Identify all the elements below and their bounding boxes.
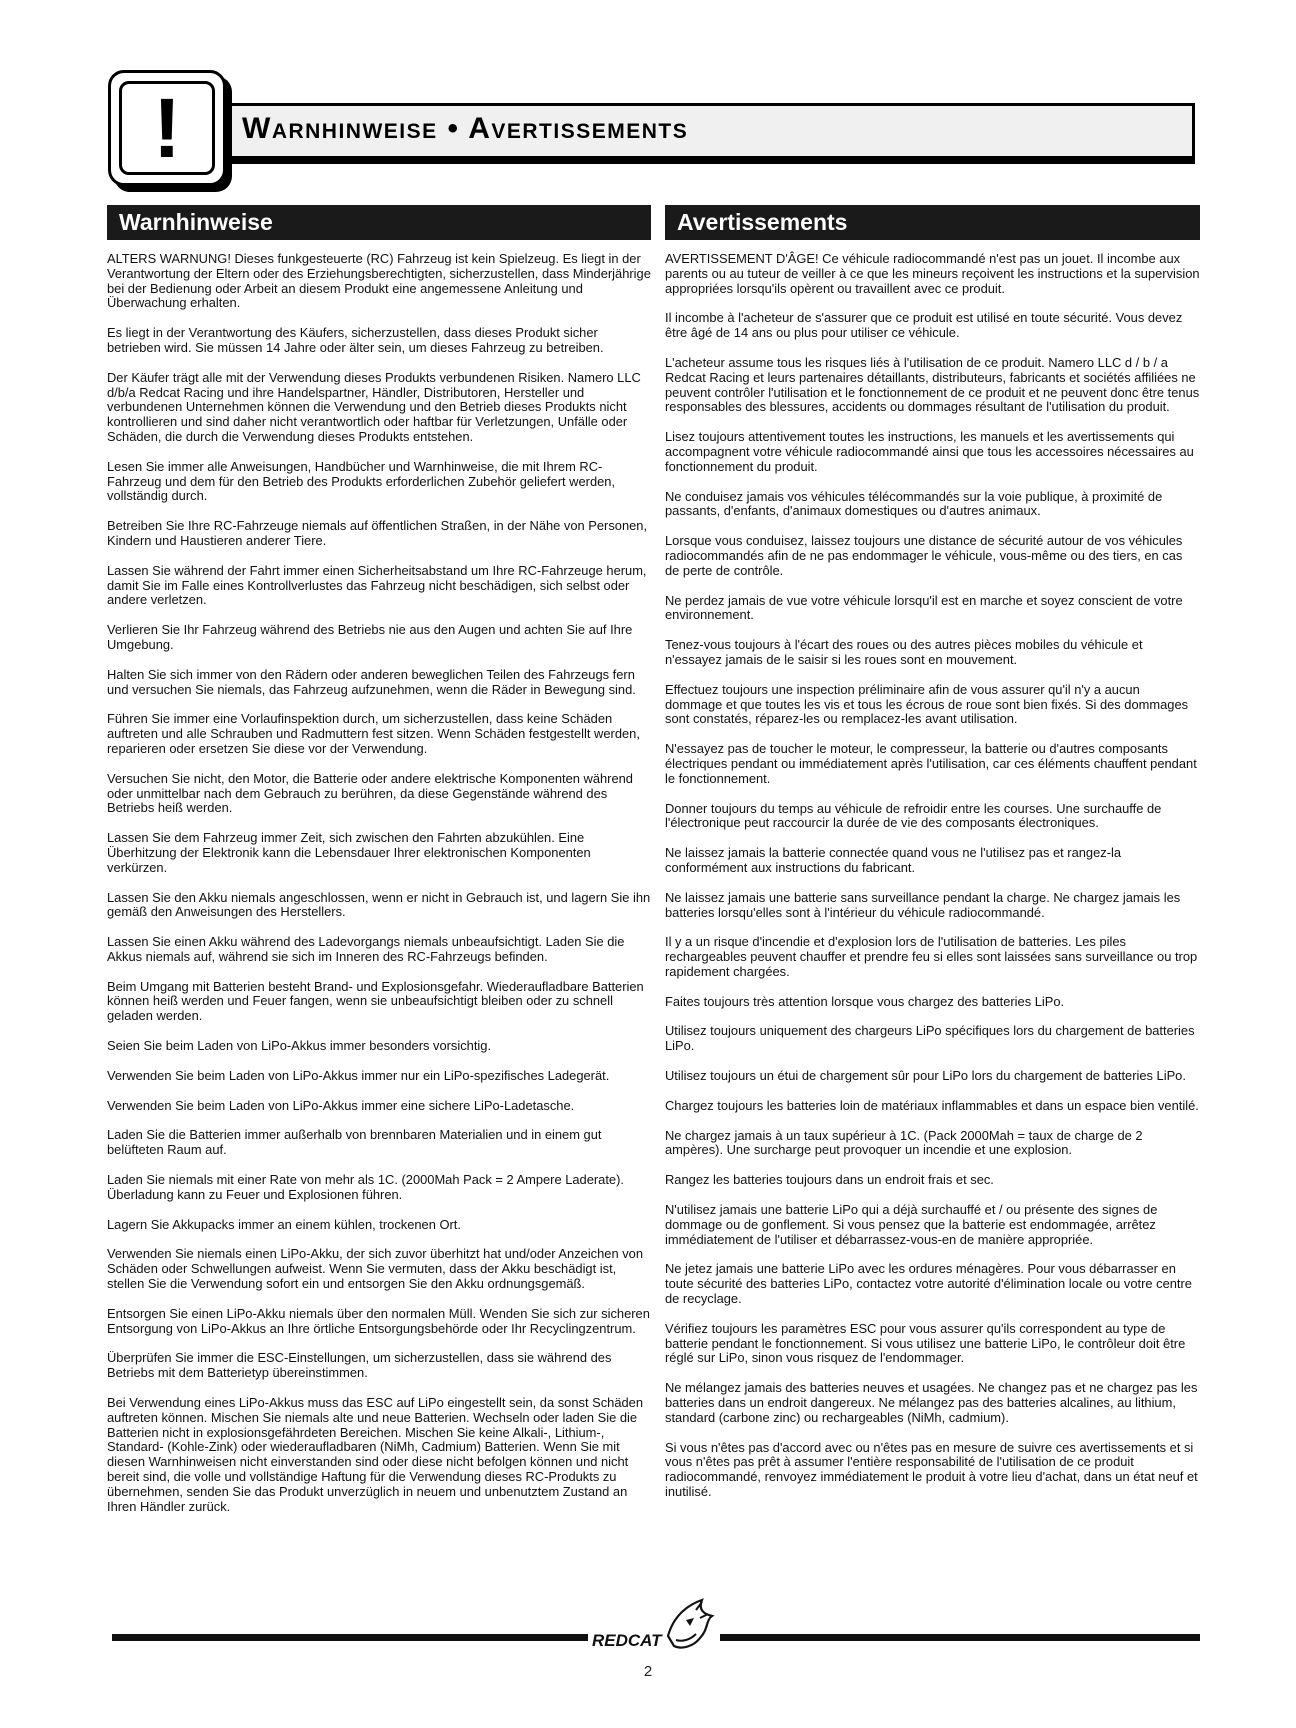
- page-number: 2: [643, 1663, 653, 1680]
- french-warning-paragraph: Utilisez toujours uniquement des chargeurs LiPo spécifiques lors du chargement de batteries LiPo.: [665, 1023, 1195, 1054]
- german-warning-paragraph: Lassen Sie den Akku niemals angeschlossen, wenn er nicht in Gebrauch ist, und lagern Sie ihn gemäß den Anweisungen des Herstellers.: [107, 889, 651, 920]
- french-warning-paragraph: Vérifiez toujours les paramètres ESC pour vous assurer qu'ils correspondent au type de batterie pendant le fonctionnement. Si vous utilisez une batterie LiPo, le contrôleur doit être réglé sur LiPo, sinon vous risquez de l'endommager.: [665, 1320, 1186, 1366]
- french-column: [665, 205, 1200, 1515]
- german-warning-paragraph: Beim Umgang mit Batterien besteht Brand- und Explosionsgefahr. Wiederaufladbare Batterien können heiß werden und Feuer fangen, wenn sie unbeaufsichtigt bleiben oder zu schnell geladen werden.: [107, 978, 644, 1024]
- german-warning-paragraph: Entsorgen Sie einen LiPo-Akku niemals über den normalen Müll. Wenden Sie sich zur sicheren Entsorgung von LiPo-Akkus an Ihre örtliche Entsorgungsbehörde oder Ihr Recyclingzentrum.: [107, 1305, 650, 1336]
- french-warning-paragraph: Il incombe à l'acheteur de s'assurer que ce produit est utilisé en toute sécurité. Vous devez être âgé de 14 ans ou plus pour utiliser ce véhicule.: [665, 310, 1183, 341]
- french-warning-paragraph: Ne chargez jamais à un taux supérieur à 1C. (Pack 2000Mah = taux de charge de 2 ampères). Une surcharge peut provoquer un incendie et une explosion.: [665, 1127, 1143, 1158]
- french-warning-paragraph: Lisez toujours attentivement toutes les instructions, les manuels et les avertissements qui accompagnent votre véhicule radiocommandé ainsi que tous les accessoires nécessaires au fonctionnement du produit.: [665, 429, 1194, 474]
- german-paragraphs: [107, 252, 651, 1514]
- german-warning-paragraph: Bei Verwendung eines LiPo-Akkus muss das ESC auf LiPo eingestellt sein, da sonst Schäden auftreten können. Mischen Sie niemals alte und neue Batterien. Wechseln oder laden Sie die Batterien nicht in explosionsgefährdeten Bereichen. Mischen Sie keine Alkali-, Lithium-, Standard- (Kohle-Zink) oder wiederaufladbaren (NiMh, Cadmium) Batterien. Wenn Sie mit diesen Warnhinweisen nicht einverstanden sind oder diese nicht befolgen können und nicht bereit sind, die volle und vollständige Haftung für die Verwendung dieses RC-Produkts zu übernehmen, senden Sie das Produkt unverzüglich in neuem und unbenutztem Zustand an Ihren Händler zurück.: [107, 1395, 643, 1514]
- french-warning-paragraph: Si vous n'êtes pas d'accord avec ou n'êtes pas en mesure de suivre ces avertissements et si vous n'êtes pas prêt à assumer l'entière responsabilité de l'utilisation de ce produit radiocommandé, renvoyez immédiatement le produit à votre lieu d'achat, dans un état neuf et inutilisé.: [665, 1439, 1198, 1500]
- french-warning-paragraph: L'acheteur assume tous les risques liés à l'utilisation de ce produit. Namero LLC d / b / a Redcat Racing et leurs partenaires détaillants, distributeurs, fabricants et sociétés affiliées ne peuvent contrôler l'utilisation et le fonctionnement de ce produit et ne peuvent donc être tenus responsables des blessures, accidents ou dommages résultant de l'utilisation du produit.: [665, 354, 1200, 415]
- german-warning-paragraph: Lagern Sie Akkupacks immer an einem kühlen, trockenen Ort.: [107, 1216, 461, 1232]
- french-warning-paragraph: Il y a un risque d'incendie et d'explosion lors de l'utilisation de batteries. Les piles rechargeables peuvent chauffer et prendre feu si elles sont laissées sans surveillance ou trop rapidement chargées.: [665, 934, 1198, 979]
- french-warning-paragraph: Ne mélangez jamais des batteries neuves et usagées. Ne changez pas et ne chargez pas les batteries dans un endroit dangereux. Ne mélangez pas des batteries alcalines, au lithium, standard (carbone zinc) ou rechargeables (NiMh, cadmium).: [665, 1380, 1198, 1425]
- logo-text: REDCAT: [592, 1631, 662, 1650]
- french-warning-paragraph: AVERTISSEMENT D'ÂGE! Ce véhicule radiocommandé n'est pas un jouet. Il incombe aux parents ou au tuteur de veiller à ce que les mineurs reçoivent les instructions et la supervision appropriées lorsqu'ils opèrent ou travaillent avec ce produit.: [665, 251, 1200, 296]
- footer-rule-right: [720, 1634, 1200, 1641]
- german-warning-paragraph: Laden Sie die Batterien immer außerhalb von brennbaren Materialien und in einem gut belüfteten Raum auf.: [107, 1127, 602, 1158]
- german-warning-paragraph: Führen Sie immer eine Vorlaufinspektion durch, um sicherzustellen, dass keine Schäden auftreten und alle Schrauben und Radmuttern fest sitzen. Wenn Schäden festgestellt werden, reparieren oder ersetzen Sie diese vor der Verwendung.: [107, 711, 640, 756]
- german-warning-paragraph: Lassen Sie dem Fahrzeug immer Zeit, sich zwischen den Fahrten abzukühlen. Eine Überhitzung der Elektronik kann die Lebensdauer Ihrer elektronischen Komponenten verkürzen.: [107, 830, 591, 875]
- page-footer: [112, 1586, 1200, 1650]
- french-warning-paragraph: Chargez toujours les batteries loin de matériaux inflammables et dans un espace bien ventilé.: [665, 1097, 1199, 1113]
- german-warning-paragraph: Verwenden Sie beim Laden von LiPo-Akkus immer nur ein LiPo-spezifisches Ladegerät.: [107, 1067, 610, 1083]
- french-warning-paragraph: Faites toujours très attention lorsque vous chargez des batteries LiPo.: [665, 993, 1065, 1009]
- header-title-bar: [220, 103, 1195, 159]
- french-warning-paragraph: N'essayez pas de toucher le moteur, le compresseur, la batterie ou d'autres composants électriques pendant ou immédiatement après l'utilisation, car ces éléments chauffent pendant le fonctionnement.: [665, 741, 1197, 786]
- french-heading: Avertissements: [665, 205, 1200, 240]
- german-warning-paragraph: Laden Sie niemals mit einer Rate von mehr als 1C. (2000Mah Pack = 2 Ampere Laderate). Überladung kann zu Feuer und Explosionen führen.: [107, 1172, 624, 1202]
- german-warning-paragraph: Überprüfen Sie immer die ESC-Einstellungen, um sicherzustellen, dass sie während des Betriebs mit dem Batterietyp übereinstimmen.: [107, 1350, 612, 1381]
- page-title: Warnhinweise • Avertissements: [242, 112, 689, 145]
- warning-badge: [108, 70, 226, 186]
- german-warning-paragraph: Lassen Sie einen Akku während des Ladevorgangs niemals unbeaufsichtigt. Laden Sie die Akkus niemals auf, während sie sich im Inneren des RC-Fahrzeugs befinden.: [107, 934, 625, 964]
- french-warning-paragraph: Rangez les batteries toujours dans un endroit frais et sec.: [665, 1172, 994, 1188]
- german-warning-paragraph: Lesen Sie immer alle Anweisungen, Handbücher und Warnhinweise, die mit Ihrem RC-Fahrzeug und dem für den Betrieb des Produkts erforderlichen Zubehör geliefert werden, vollständig durch.: [107, 458, 616, 504]
- german-warning-paragraph: Verlieren Sie Ihr Fahrzeug während des Betriebs nie aus den Augen und achten Sie auf Ihre Umgebung.: [107, 622, 633, 652]
- german-warning-paragraph: Lassen Sie während der Fahrt immer einen Sicherheitsabstand um Ihre RC-Fahrzeuge herum, damit Sie im Falle eines Kontrollverlustes das Fahrzeug nicht beschädigen, sich selbst oder andere verletzen.: [107, 562, 647, 608]
- french-warning-paragraph: Ne conduisez jamais vos véhicules télécommandés sur la voie publique, à proximité de passants, d'enfants, d'animaux domestiques ou d'autres animaux.: [665, 488, 1163, 519]
- footer-rule-left: [112, 1634, 588, 1641]
- german-heading: Warnhinweise: [107, 205, 651, 240]
- german-warning-paragraph: Seien Sie beim Laden von LiPo-Akkus immer besonders vorsichtig.: [107, 1038, 492, 1054]
- french-warning-paragraph: Ne perdez jamais de vue votre véhicule lorsqu'il est en marche et soyez conscient de votre environnement.: [665, 592, 1183, 623]
- page-header: [108, 70, 1200, 186]
- german-warning-paragraph: Betreiben Sie Ihre RC-Fahrzeuge niemals auf öffentlichen Straßen, in der Nähe von Personen, Kindern und Haustieren anderer Tiere.: [107, 518, 648, 548]
- french-warning-paragraph: Ne laissez jamais la batterie connectée quand vous ne l'utilisez pas et rangez-la conformément aux instructions du fabricant.: [665, 845, 1122, 875]
- exclamation-icon: !: [153, 81, 181, 175]
- french-warning-paragraph: Ne jetez jamais une batterie LiPo avec les ordures ménagères. Pour vous débarrasser en toute sécurité des batteries LiPo, contactez votre autorité d'élimination locale ou votre centre de recyclage.: [665, 1261, 1192, 1307]
- french-warning-paragraph: Lorsque vous conduisez, laissez toujours une distance de sécurité autour de vos véhicules radiocommandés afin de ne pas endommager le véhicule, vous-même ou des tiers, en cas de perte de contrôle.: [665, 533, 1183, 578]
- german-column: [107, 205, 651, 1529]
- german-warning-paragraph: Es liegt in der Verantwortung des Käufers, sicherzustellen, dass dieses Produkt sicher betrieben wird. Sie müssen 14 Jahre oder älter sein, um dieses Fahrzeug zu betreiben.: [107, 325, 604, 355]
- french-warning-paragraph: Donner toujours du temps au véhicule de refroidir entre les courses. Une surchauffe de l'électronique peut raccourcir la durée de vie des composants électroniques.: [665, 800, 1162, 831]
- german-warning-paragraph: Halten Sie sich immer von den Rädern oder anderen beweglichen Teilen des Fahrzeugs fern und versuchen Sie niemals, das Fahrzeug aufzunehmen, wenn die Räder in Bewegung sind.: [107, 666, 636, 697]
- german-warning-paragraph: Verwenden Sie beim Laden von LiPo-Akkus immer eine sichere LiPo-Ladetasche.: [107, 1097, 575, 1113]
- german-warning-paragraph: Der Käufer trägt alle mit der Verwendung dieses Produkts verbundenen Risiken. Namero LLC d/b/a Redcat Racing und ihre Handelspartner, Händler, Distributoren, Hersteller und verbundenen Unternehmen können die Verwendung und den Betrieb dieses Produkts nicht kontrollieren und sind daher nicht verantwortlich oder haftbar für Verletzungen, Unfälle oder Schäden, die durch die Verwendung dieses Produkts entstehen.: [107, 369, 641, 444]
- french-warning-paragraph: Ne laissez jamais une batterie sans surveillance pendant la charge. Ne chargez jamais les batteries lorsqu'elles sont à l'intérieur du véhicule radiocommandé.: [665, 889, 1181, 920]
- german-warning-paragraph: Versuchen Sie nicht, den Motor, die Batterie oder andere elektrische Komponenten während oder unmittelbar nach dem Gebrauch zu berühren, da diese Gegenstände während des Betriebs heiß werden.: [107, 770, 633, 816]
- german-warning-paragraph: Verwenden Sie niemals einen LiPo-Akku, der sich zuvor überhitzt hat und/oder Anzeichen von Schäden oder Schwellungen aufweist. Wenn Sie vermuten, dass der Akku beschädigt ist, stellen Sie die Verwendung sofort ein und entsorgen Sie den Akku ordnungsgemäß.: [107, 1246, 643, 1292]
- warning-badge-inner: [119, 81, 215, 175]
- french-warning-paragraph: Effectuez toujours une inspection préliminaire afin de vous assurer qu'il n'y a aucun dommage et que toutes les vis et tous les écrous de roue sont bien fixés. Si des dommages sont constatés, réparez-les ou remplacez-les avant utilisation.: [665, 681, 1189, 727]
- french-paragraphs: [665, 252, 1200, 1500]
- german-warning-paragraph: ALTERS WARNUNG! Dieses funkgesteuerte (RC) Fahrzeug ist kein Spielzeug. Es liegt in der Verantwortung der Eltern oder des Erziehungsberechtigten, sicherzustellen, dass Minderjährige bei der Bedienung oder Arbeit an diesem Produkt eine angemessene Anleitung und Überwachung erhalten.: [107, 251, 651, 311]
- french-warning-paragraph: Tenez-vous toujours à l'écart des roues ou des autres pièces mobiles du véhicule et n'essayez jamais de le saisir si les roues sont en mouvement.: [665, 637, 1143, 667]
- redcat-logo-icon: [590, 1596, 720, 1656]
- french-warning-paragraph: N'utilisez jamais une batterie LiPo qui a déjà surchauffé et / ou présente des signes de dommage ou de gonflement. Si vous pensez que la batterie est endommagée, arrêtez immédiatement de l'utiliser et débarrassez-vous-en de manière appropriée.: [665, 1202, 1158, 1247]
- french-warning-paragraph: Utilisez toujours un étui de chargement sûr pour LiPo lors du chargement de batteries LiPo.: [665, 1068, 1186, 1084]
